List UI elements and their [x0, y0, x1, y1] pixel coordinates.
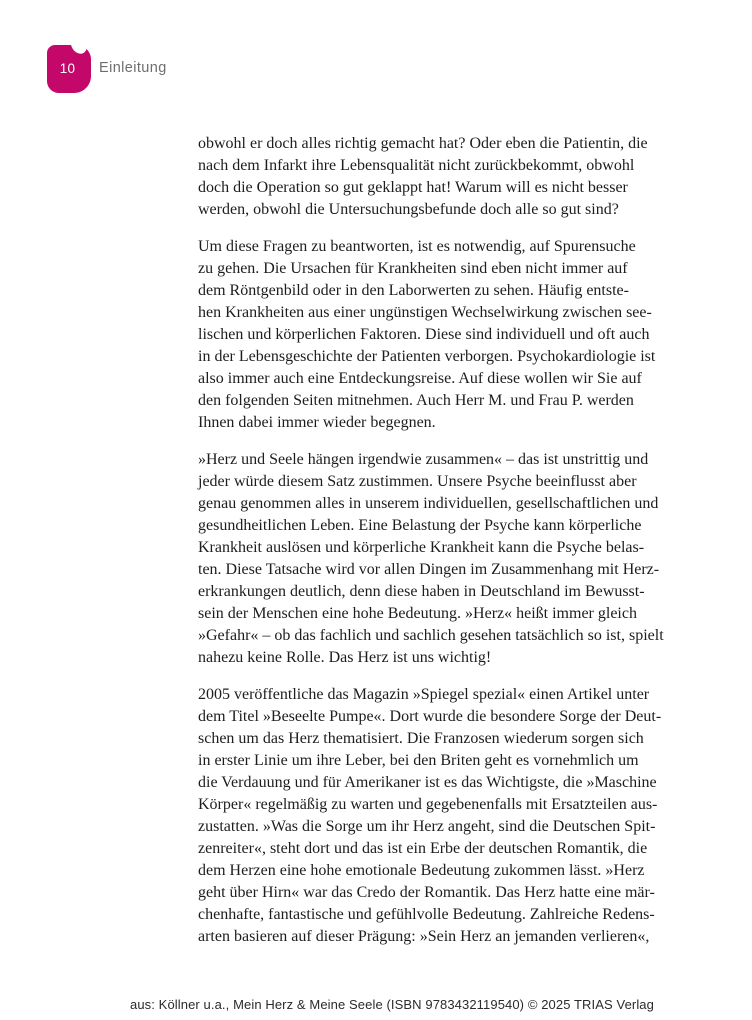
- text-line: Körper« regelmäßig zu warten und gegebenenfalls mit Ersatzteilen aus-: [198, 796, 658, 813]
- page-number: 10: [59, 60, 76, 76]
- text-line: Um diese Fragen zu beantworten, ist es notwendig, auf Spurensuche: [198, 238, 636, 255]
- text-line: Ihnen dabei immer wieder begegnen.: [198, 414, 436, 431]
- text-line: sein der Menschen eine hohe Bedeutung. »Herz« heißt immer gleich: [198, 605, 637, 622]
- text-line: in der Lebensgeschichte der Patienten verborgen. Psychokardiologie ist: [198, 348, 656, 365]
- body-text: [198, 133, 676, 948]
- text-line: chenhafte, fantastische und gefühlvolle Bedeutung. Zahlreiche Redens-: [198, 906, 655, 923]
- chapter-number-badge: [47, 45, 91, 93]
- text-line: arten basieren auf dieser Prägung: »Sein Herz an jemanden verlieren«,: [198, 928, 650, 945]
- text-line: genau genommen alles in unserem individuellen, gesellschaftlichen und: [198, 495, 659, 512]
- text-line: nahezu keine Rolle. Das Herz ist uns wichtig!: [198, 649, 492, 666]
- text-line: gesundheitlichen Leben. Eine Belastung der Psyche kann körperliche: [198, 517, 642, 534]
- text-line: schen um das Herz thematisiert. Die Franzosen wiederum sorgen sich: [198, 730, 644, 747]
- text-line: zenreiter«, steht dort und das ist ein Erbe der deutschen Romantik, die: [198, 840, 648, 857]
- text-line: erkrankungen deutlich, denn diese haben in Deutschland im Bewusst-: [198, 583, 645, 600]
- text-line: dem Röntgenbild oder in den Laborwerten zu sehen. Häufig entste-: [198, 282, 629, 299]
- text-line: werden, obwohl die Untersuchungsbefunde doch alle so gut sind?: [198, 201, 619, 218]
- text-line: doch die Operation so gut geklappt hat! Warum will es nicht besser: [198, 179, 628, 196]
- text-line: dem Titel »Beseelte Pumpe«. Dort wurde die besondere Sorge der Deut-: [198, 708, 662, 725]
- text-line: ten. Diese Tatsache wird vor allen Dingen im Zusammenhang mit Herz-: [198, 561, 660, 578]
- page-header: [47, 45, 167, 93]
- text-line: obwohl er doch alles richtig gemacht hat? Oder eben die Patientin, die: [198, 135, 648, 152]
- paragraph: [198, 684, 676, 948]
- text-line: lischen und körperlichen Faktoren. Diese sind individuell und oft auch: [198, 326, 650, 343]
- text-line: zu gehen. Die Ursachen für Krankheiten sind eben nicht immer auf: [198, 260, 628, 277]
- text-line: zustatten. »Was die Sorge um ihr Herz angeht, sind die Deutschen Spit-: [198, 818, 656, 835]
- text-line: jeder würde diesem Satz zustimmen. Unsere Psyche beeinflusst aber: [198, 473, 637, 490]
- text-line: 2005 veröffentliche das Magazin »Spiegel spezial« einen Artikel unter: [198, 686, 650, 703]
- chapter-title: Einleitung: [99, 59, 167, 76]
- text-line: in erster Linie um ihre Leber, bei den Briten geht es vornehmlich um: [198, 752, 639, 769]
- paragraph: [198, 449, 676, 669]
- copyright-footer: aus: Köllner u.a., Mein Herz & Meine Seele (ISBN 9783432119540) © 2025 TRIAS Verlag: [130, 997, 654, 1012]
- text-line: die Verdauung und für Amerikaner ist es das Wichtigste, die »Maschine: [198, 774, 657, 791]
- text-line: also immer auch eine Entdeckungsreise. Auf diese wollen wir Sie auf: [198, 370, 642, 387]
- text-line: hen Krankheiten aus einer ungünstigen Wechselwirkung zwischen see-: [198, 304, 652, 321]
- text-line: »Herz und Seele hängen irgendwie zusammen« – das ist unstrittig und: [198, 451, 649, 468]
- text-line: nach dem Infarkt ihre Lebensqualität nicht zurückbekommt, obwohl: [198, 157, 635, 174]
- paragraph: [198, 236, 676, 434]
- text-line: Krankheit auslösen und körperliche Krankheit kann die Psyche belas-: [198, 539, 645, 556]
- text-line: geht über Hirn« war das Credo der Romantik. Das Herz hatte eine mär-: [198, 884, 655, 901]
- paragraph: [198, 133, 676, 221]
- text-line: »Gefahr« – ob das fachlich und sachlich gesehen tatsächlich so ist, spielt: [198, 627, 664, 644]
- text-line: dem Herzen eine hohe emotionale Bedeutung zukommen lässt. »Herz: [198, 862, 645, 879]
- text-line: den folgenden Seiten mitnehmen. Auch Herr M. und Frau P. werden: [198, 392, 634, 409]
